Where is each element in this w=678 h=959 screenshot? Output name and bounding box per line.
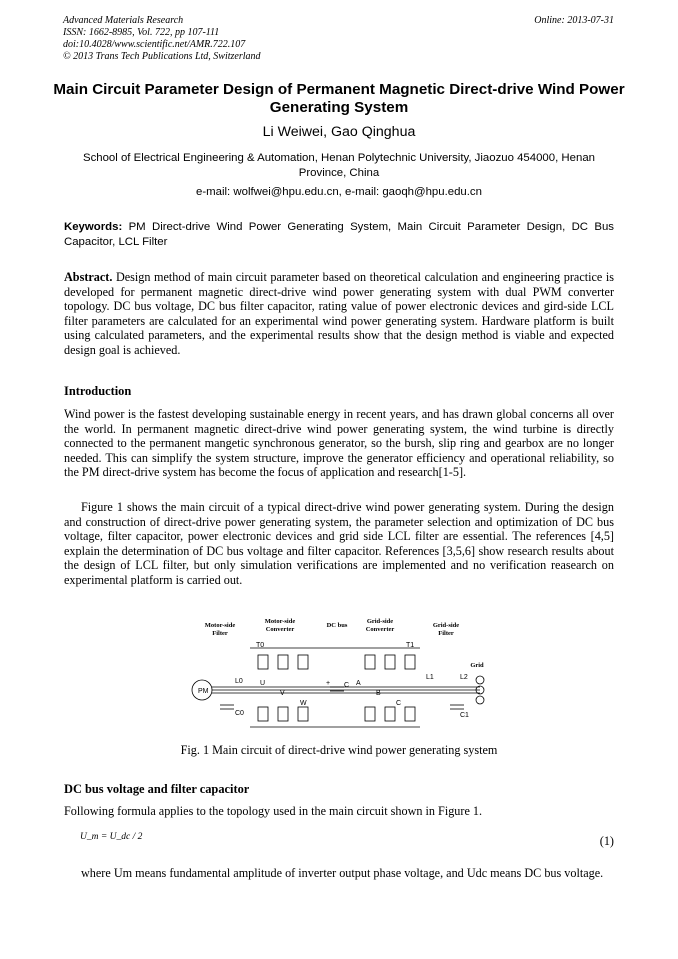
figure-caption: Fig. 1 Main circuit of direct-drive wind power generating system	[180, 743, 498, 757]
intro-paragraph-2: Figure 1 shows the main circuit of a typical direct-drive wind power generating system. During the design and construction of direct-drive power generating system, the parameter selection and optimization of DC bus voltage, filter capacitor, power electronic devices and grid side LCL filter are essential. The references [4,5] explain the determination of DC bus voltage and filter capacitor. References [3,5,6] show research results about the design of LCL filter, but only simulation verifications are implemented and no verification reasearch on experimental platform is carried out.	[64, 500, 614, 587]
equation-number: (1)	[599, 834, 614, 848]
abstract-label: Abstract.	[64, 270, 113, 284]
svg-text:T0: T0	[256, 642, 265, 649]
email-line: e-mail: wolfwei@hpu.edu.cn, e-mail: gaoqh@hpu.edu.cn	[196, 186, 482, 198]
svg-text:B: B	[376, 690, 381, 697]
label-grid-filter: Grid-side	[432, 622, 460, 629]
svg-text:L0: L0	[235, 678, 243, 685]
introduction-heading: Introduction	[64, 384, 132, 398]
dc-section-heading: DC bus voltage and filter capacitor	[64, 782, 250, 796]
svg-text:Filter: Filter	[438, 630, 454, 637]
svg-text:Filter: Filter	[212, 630, 228, 637]
svg-text:T1: T1	[406, 642, 415, 649]
online-date: Online: 2013-07-31	[534, 15, 614, 26]
keywords-text: PM Direct-drive Wind Power Generating System, Main Circuit Parameter Design, DC Bus Capacitor, LCL Filter	[64, 221, 614, 248]
circuit-diagram	[180, 615, 500, 735]
svg-text:Converter: Converter	[365, 626, 395, 633]
where-text: where Um means fundamental amplitude of inverter output phase voltage, and Udc means DC bus voltage.	[81, 866, 604, 880]
dc-section-text: Following formula applies to the topology used in the main circuit shown in Figure 1.	[64, 804, 483, 818]
svg-text:C0: C0	[235, 710, 244, 717]
svg-text:V: V	[280, 690, 285, 697]
svg-text:C: C	[396, 700, 402, 707]
svg-text:PM: PM	[198, 688, 209, 695]
label-motor-converter: Motor-side	[264, 618, 296, 625]
svg-text:A: A	[356, 680, 361, 687]
svg-text:U: U	[260, 680, 266, 687]
paper-title: Main Circuit Parameter Design of Permanent Magnetic Direct-drive Wind Power Generating System	[53, 81, 625, 116]
svg-text:+: +	[326, 680, 331, 687]
abstract	[64, 270, 614, 357]
affiliation: School of Electrical Engineering & Automation, Henan Polytechnic University, Jiaozuo 454000, Henan Province, China	[82, 152, 596, 179]
abstract-text: Design method of main circuit parameter based on theoretical calculation and engineering practice is developed for permanent magnetic direct-drive wind power generating system with dual PWM converter topology. DC bus voltage, DC bus filter capacitor, rating value of power electronic devices and gird-side LCL filter parameters are calculated for an experimental wind power generating system. Hardware platform is built using calculated parameters, and the experimental results show that the design method is viable and expected design goal is achieved.	[64, 270, 615, 357]
keywords	[64, 220, 614, 249]
svg-text:C1: C1	[460, 712, 469, 719]
label-motor-filter: Motor-side	[204, 622, 236, 629]
label-grid: Grid	[470, 662, 484, 669]
svg-text:W: W	[300, 700, 307, 707]
intro-paragraph-1: Wind power is the fastest developing sustainable energy in recent years, and has drawn global concerns all over the world. In permanent magnetic direct-drive wind power generating system, the wind turbine is directly connected to the permanent mangetic synchronous generator, so the bursh, slip ring and gearbox are no longer needed. This can simplify the system structure, improve the generator efficiency and operational reliability, so the PM direct-drive system has become the focus of application and research[1-5].	[64, 407, 614, 479]
issn: ISSN: 1662-8985, Vol. 722, pp 107-111	[63, 27, 220, 38]
svg-text:C: C	[344, 682, 350, 689]
svg-text:L1: L1	[426, 674, 434, 681]
equation-1: U_m = U_dc / 2	[80, 832, 143, 842]
journal-header	[63, 15, 261, 63]
authors: Li Weiwei, Gao Qinghua	[262, 124, 416, 140]
label-grid-converter: Grid-side	[366, 618, 394, 625]
label-dc-bus: DC bus	[326, 622, 348, 629]
keywords-label: Keywords:	[64, 221, 123, 233]
journal-name: Advanced Materials Research	[63, 15, 184, 26]
svg-text:L2: L2	[460, 674, 468, 681]
svg-text:Converter: Converter	[265, 626, 295, 633]
doi: doi:10.4028/www.scientific.net/AMR.722.107	[63, 39, 246, 50]
copyright: © 2013 Trans Tech Publications Ltd, Switzerland	[63, 51, 261, 62]
